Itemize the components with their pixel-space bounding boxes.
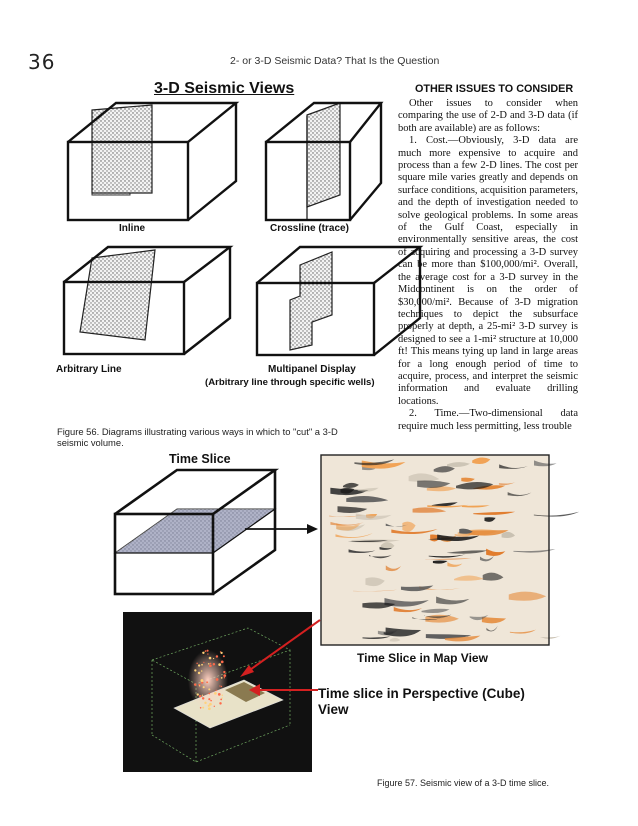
well-point	[214, 706, 215, 707]
figure56-title: 3-D Seismic Views	[154, 80, 295, 97]
running-head: 2- or 3-D Seismic Data? That Is the Question	[230, 55, 440, 67]
well-point	[221, 677, 223, 679]
well-point	[199, 685, 200, 686]
well-point	[222, 694, 223, 695]
well-point	[216, 655, 218, 657]
label-multipanel-sub: (Arbitrary line through specific wells)	[205, 377, 375, 388]
paragraph-time: 2. Time.—Two-dimensional data require much less permitting, less trouble	[398, 408, 578, 432]
perspective-cube-panel	[123, 612, 312, 772]
well-point	[222, 697, 223, 698]
arrow-to-map	[245, 524, 318, 534]
well-point	[194, 669, 196, 671]
well-point	[201, 679, 204, 682]
well-point	[224, 677, 225, 678]
well-point	[223, 655, 225, 657]
paragraph-cost: 1. Cost.—Obviously, 3-D data are much more expensive to acquire and process than a few 2-D lines. The cost per square mile varies greatly and depends on surface conditions, acquisition parameters, and the depth of investigation needed to solve geological problems. In some areas of the Gulf Coast, especially in environmentally sensitive areas, the cost of acquiring and processing a 3-D survey can be more than $100,000/mi². Overall, the average cost for a 3-D survey in the Midcontinent is on the order of $30,000/mi². Because of 3-D migration techniques to depict the subsurface properly at depth, a 25-mi² 3-D survey is designed to see a 1-mi² structure at 10,000 ft! This means tying up land in large areas for a long enough period of time to acquire, process, and interpret the seismic information and evaluate drilling locations.	[398, 135, 578, 407]
well-point	[208, 688, 210, 690]
label-map-view: Time Slice in Map View	[357, 651, 488, 665]
cube-crossline	[266, 103, 381, 220]
well-point	[213, 658, 214, 659]
well-point	[203, 686, 205, 688]
well-point	[208, 707, 211, 710]
well-point	[201, 664, 203, 666]
well-point	[219, 685, 220, 686]
section-body	[398, 98, 578, 433]
well-point	[216, 678, 219, 681]
well-point	[198, 672, 200, 674]
label-arbitrary: Arbitrary Line	[56, 364, 122, 375]
label-inline: Inline	[119, 223, 146, 234]
well-point	[218, 663, 221, 666]
well-point	[221, 686, 222, 687]
well-point	[216, 690, 217, 691]
well-point	[204, 702, 206, 704]
section-heading: OTHER ISSUES TO CONSIDER	[415, 83, 574, 95]
well-point	[220, 699, 222, 701]
cube-time-slice	[115, 470, 275, 594]
well-point	[223, 674, 226, 677]
figure57-caption: Figure 57. Seismic view of a 3-D time slice.	[377, 778, 550, 788]
well-point	[201, 670, 203, 672]
well-point	[200, 707, 202, 709]
well-point	[208, 663, 210, 665]
cube-arbitrary	[64, 247, 230, 354]
well-point	[198, 664, 200, 666]
seismic-map-view	[321, 455, 579, 645]
well-point	[223, 671, 225, 673]
well-point	[196, 663, 197, 664]
page-number: 36	[28, 50, 56, 74]
well-point	[202, 652, 204, 654]
well-point	[208, 705, 210, 707]
well-point	[210, 700, 212, 702]
well-point	[202, 695, 203, 696]
well-point	[206, 681, 208, 683]
well-point	[208, 693, 210, 695]
label-multipanel: Multipanel Display	[268, 364, 356, 375]
cube-multipanel	[257, 247, 420, 355]
well-point	[218, 693, 221, 696]
label-perspective-view: Time slice in Perspective (Cube) View	[318, 686, 525, 717]
label-time-slice: Time Slice	[169, 452, 231, 466]
well-point	[209, 664, 212, 667]
well-point	[205, 650, 207, 652]
label-crossline: Crossline (trace)	[270, 223, 349, 234]
paragraph-intro: Other issues to consider when comparing the use of 2-D and 3-D data (if both are available) are as follows:	[398, 98, 578, 134]
well-point	[219, 702, 221, 704]
well-point	[202, 707, 204, 709]
well-point	[221, 660, 224, 663]
well-point	[202, 697, 204, 699]
well-point	[199, 695, 201, 697]
well-point	[206, 650, 208, 652]
well-point	[194, 683, 196, 685]
well-point	[207, 653, 208, 654]
well-point	[210, 663, 211, 664]
well-point	[220, 651, 221, 652]
well-point	[214, 692, 217, 695]
well-point	[208, 698, 210, 700]
well-point	[209, 657, 212, 660]
well-point	[213, 663, 215, 665]
figure56-caption: Figure 56. Diagrams illustrating various ways in which to "cut" a 3-D seismic volume.	[57, 426, 338, 448]
well-point	[203, 662, 204, 663]
well-point	[197, 693, 199, 695]
cube-inline	[68, 103, 236, 220]
